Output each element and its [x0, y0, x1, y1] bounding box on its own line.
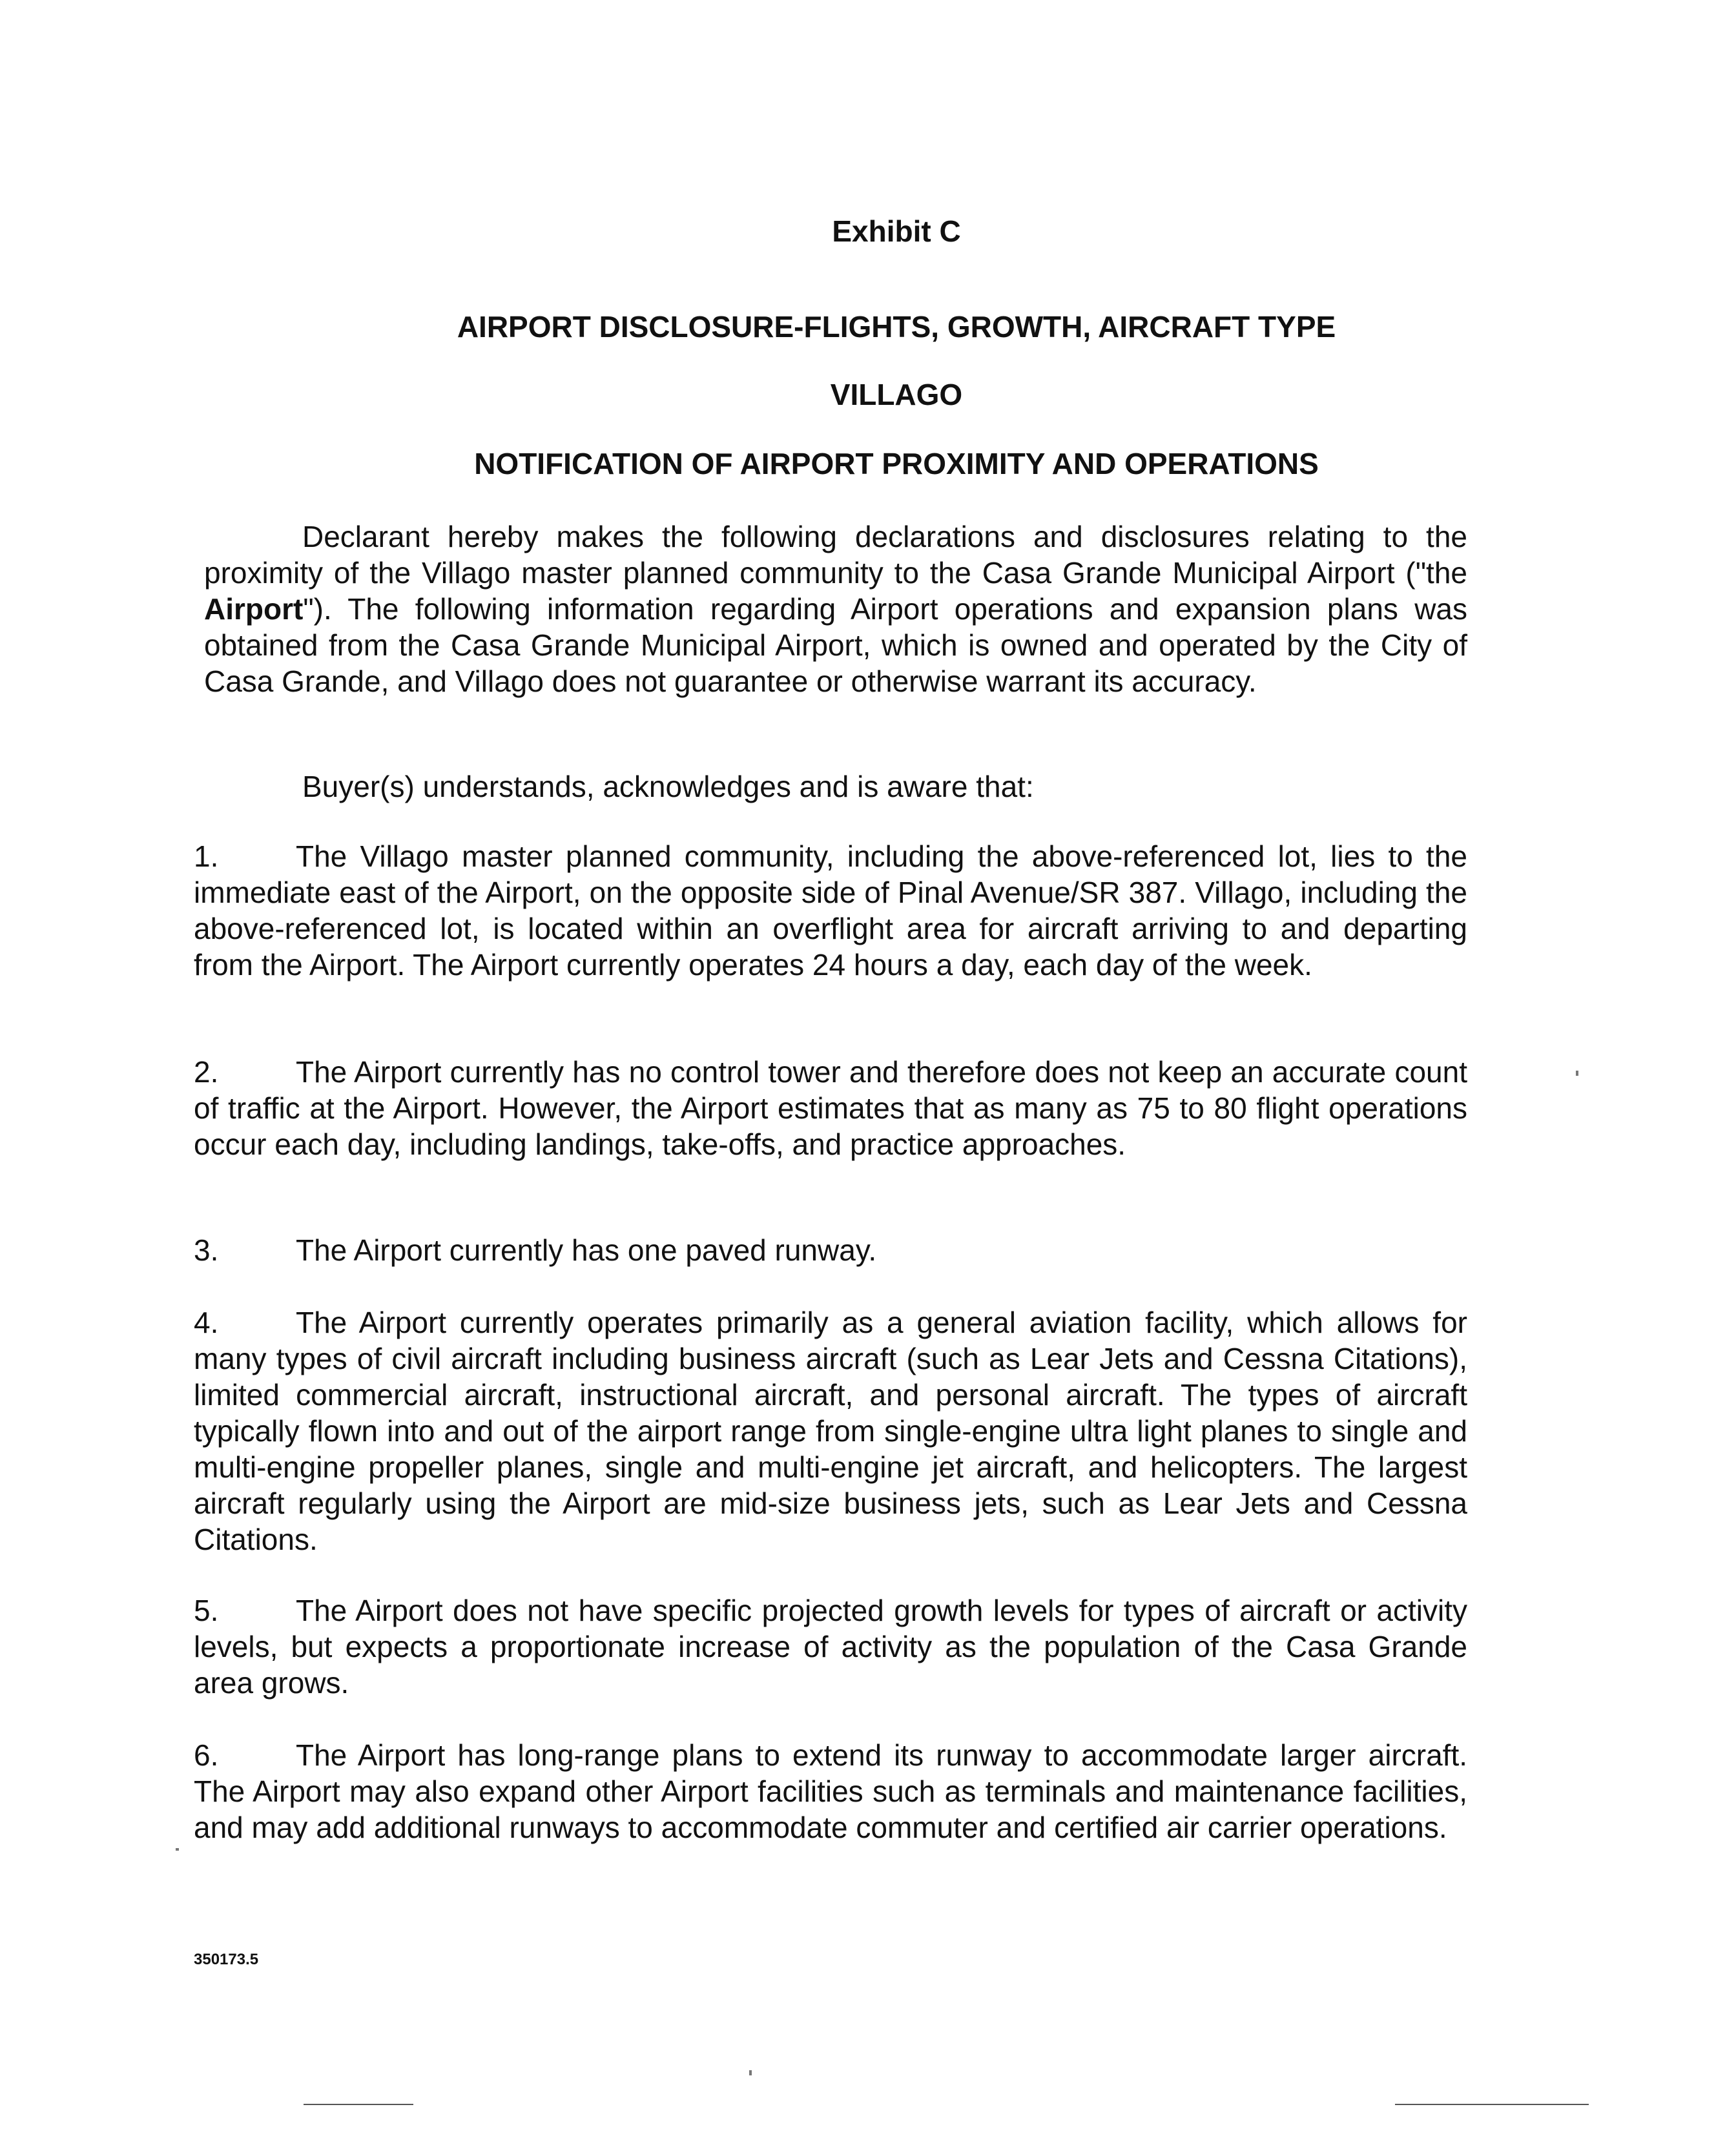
community-name-heading: VILLAGO [830, 378, 963, 411]
scan-edge-line [1395, 2104, 1589, 2105]
document-title: AIRPORT DISCLOSURE-FLIGHTS, GROWTH, AIRCRAFT TYPE [457, 310, 1336, 344]
scan-speck [1576, 1071, 1578, 1076]
item-text: The Airport does not have specific projected growth levels for types of aircraft or activity levels, but expects a proportionate increase of activity as the population of the Casa Grande area grows. [194, 1594, 1467, 1700]
exhibit-heading: Exhibit C [832, 214, 961, 248]
notification-heading: NOTIFICATION OF AIRPORT PROXIMITY AND OPERATIONS [474, 447, 1319, 480]
intro-text-before: Declarant hereby makes the following declarations and disclosures relating to the proximity of the Villago master planned community to the Casa Grande Municipal Airport ("the [204, 520, 1467, 590]
item-number: 4. [194, 1306, 219, 1339]
item-number: 2. [194, 1055, 219, 1089]
item-number: 1. [194, 839, 219, 873]
item-number: 3. [194, 1233, 219, 1267]
scan-edge-line [304, 2104, 413, 2105]
list-item [194, 1304, 1467, 1558]
intro-defined-term: Airport [204, 592, 304, 626]
item-number: 6. [194, 1738, 219, 1772]
scan-speck [176, 1848, 179, 1851]
intro-paragraph [204, 519, 1467, 699]
item-text: The Airport currently has no control tower and therefore does not keep an accurate count of traffic at the Airport. However, the Airport estimates that as many as 75 to 80 flight operations occur each day, including landings, take-offs, and practice approaches. [194, 1055, 1467, 1161]
item-text: The Airport has long-range plans to extend its runway to accommodate larger aircraft. The Airport may also expand other Airport facilities such as terminals and maintenance facilities, and may add additional runways to accommodate commuter and certified air carrier operations. [194, 1738, 1467, 1844]
intro-text-after: "). The following information regarding Airport operations and expansion plans was obtained from the Casa Grande Municipal Airport, which is owned and operated by the City of Casa Grande, and Villago does not guarantee or otherwise warrant its accuracy. [204, 592, 1467, 698]
list-item [194, 1054, 1467, 1162]
document-number: 350173.5 [194, 1951, 259, 1968]
list-item [194, 1737, 1467, 1846]
item-text: The Villago master planned community, including the above-referenced lot, lies to the immediate east of the Airport, on the opposite side of Pinal Avenue/SR 387. Villago, including the above-referenced lot, is located within an overflight area for aircraft arriving to and departing from the Airport. The Airport currently operates 24 hours a day, each day of the week. [194, 839, 1467, 982]
item-number: 5. [194, 1594, 219, 1627]
list-item [194, 1592, 1467, 1701]
list-item [194, 838, 1467, 983]
list-item [194, 1232, 1467, 1268]
scan-speck [749, 2070, 752, 2075]
item-text: The Airport currently has one paved runway. [296, 1233, 877, 1267]
buyer-statement: Buyer(s) understands, acknowledges and is aware that: [302, 770, 1034, 803]
item-text: The Airport currently operates primarily as a general aviation facility, which allows for many types of civil aircraft including business aircraft (such as Lear Jets and Cessna Citations), limited commercial aircraft, instructional aircraft, and personal aircraft. The types of aircraft typically flown into and out of the airport range from single-engine ultra light planes to single and multi-engine propeller planes, single and multi-engine jet aircraft, and helicopters. The largest aircraft regularly using the Airport are mid-size business jets, such as Lear Jets and Cessna Citations. [194, 1306, 1467, 1556]
